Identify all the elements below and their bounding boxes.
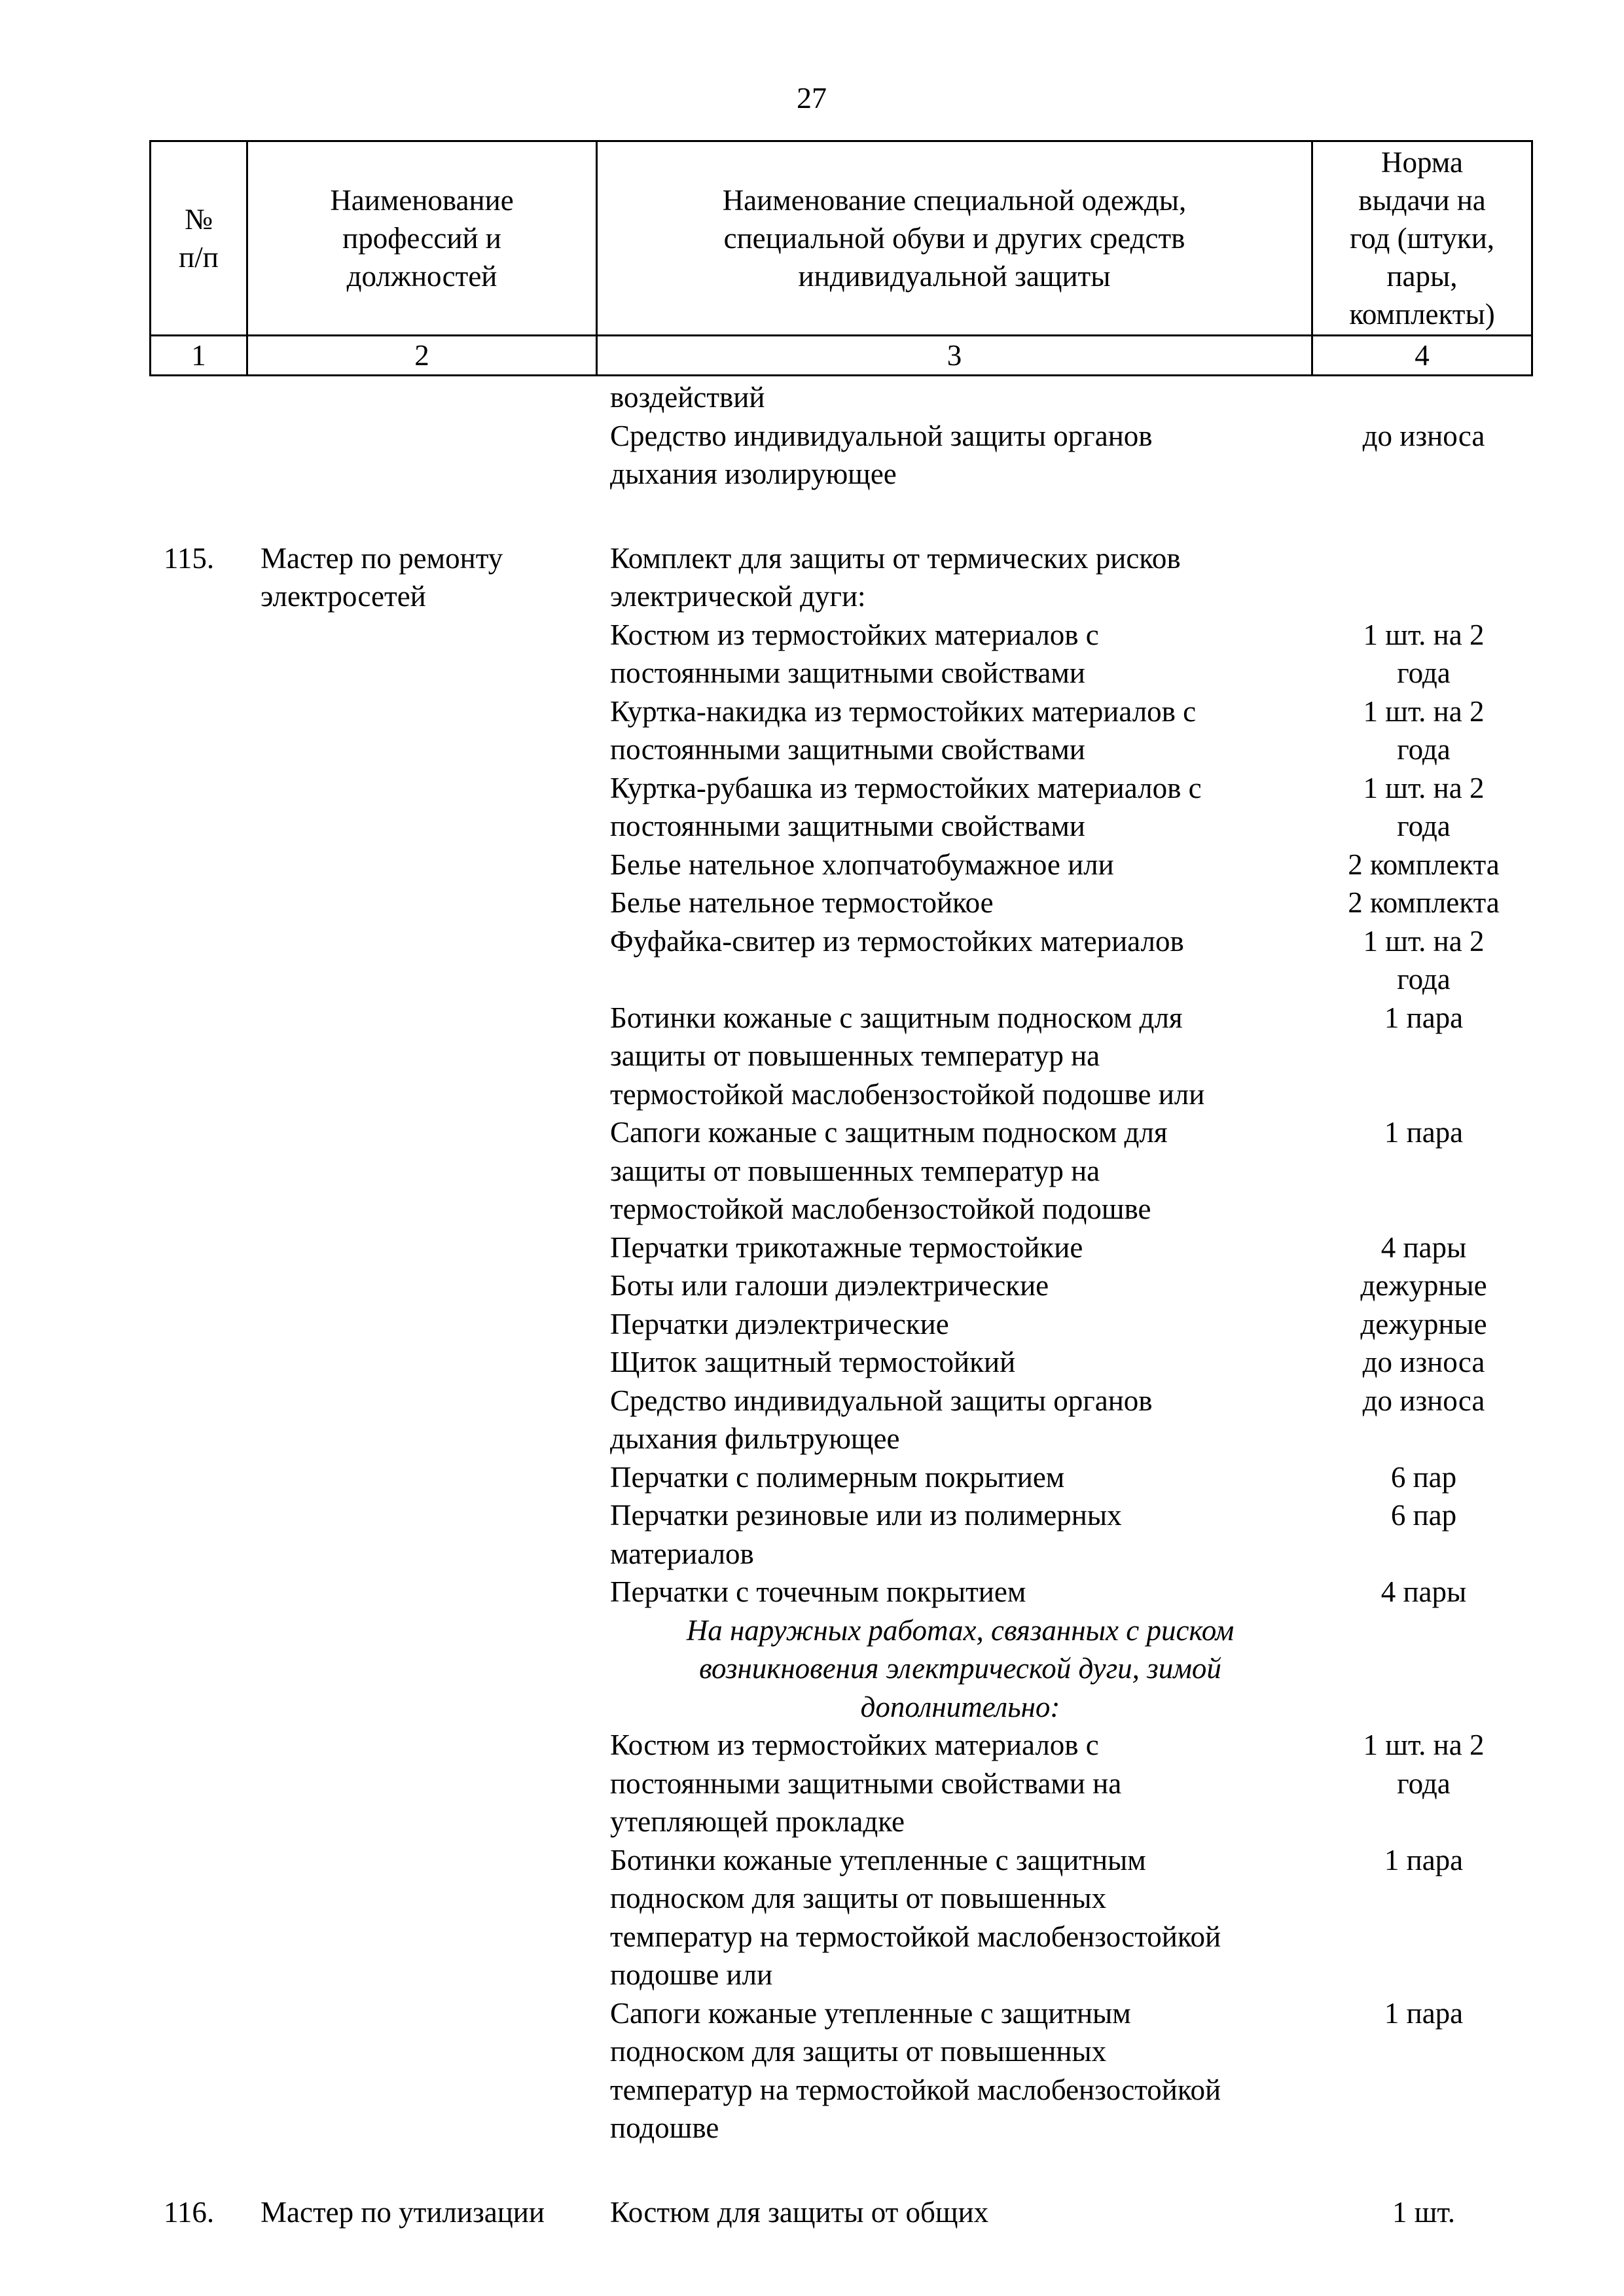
page-number: 27 [797, 81, 827, 115]
norm-value: 1 пара [1384, 1001, 1464, 1034]
item-row: Боты или галоши диэлектрические дежурные [0, 1266, 1624, 1305]
norm-value: 6 пар [1390, 1499, 1457, 1532]
item-row: воздействий [610, 381, 765, 414]
item-row: Сапоги кожаные с защитным подноском для защиты от повышенных температур на термостойкой маслобензостойкой подошве 1 пара [0, 1113, 1624, 1229]
norm-value: 4 пары [1380, 1230, 1467, 1264]
item-row: Перчатки с полимерным покрытием 6 пар [0, 1458, 1624, 1497]
norm-value: 6 пар [1390, 1460, 1457, 1494]
profession-name: Мастер по утилизации [261, 2195, 545, 2229]
norm-value: 1 пара [1384, 1843, 1464, 1876]
norm-value: 1 пара [1384, 1996, 1464, 2030]
norm-value: 2 комплекта [1348, 848, 1500, 881]
column-number-2: 2 [247, 336, 597, 376]
column-number-4: 4 [1312, 336, 1532, 376]
item-row: Перчатки резиновые или из полимерных материалов 6 пар [0, 1496, 1624, 1573]
table-body [0, 378, 1624, 2231]
norm-value: 1 шт. на 2 года [1363, 618, 1485, 689]
norm-value: 1 пара [1384, 1116, 1464, 1149]
item-row: Средство индивидуальной защиты органов дыхания изолирующее до износа [0, 417, 1624, 493]
item-row: Костюм из термостойких материалов с постоянными защитными свойствами на утепляющей прокладке 1 шт. на 2 года [0, 1726, 1624, 1841]
item-row: Куртка-накидка из термостойких материалов с постоянными защитными свойствами 1 шт. на 2 года [0, 692, 1624, 769]
item-row: Куртка-рубашка из термостойких материалов с постоянными защитными свойствами 1 шт. на 2 года [0, 769, 1624, 846]
item-row: Костюм из термостойких материалов с постоянными защитными свойствами 1 шт. на 2 года [0, 616, 1624, 692]
item-row: Средство индивидуальной защиты органов дыхания фильтрующее до износа [0, 1382, 1624, 1458]
item-row: Фуфайка-свитер из термостойких материалов 1 шт. на 2 года [0, 922, 1624, 999]
norm-value: 1 шт. на 2 года [1363, 771, 1485, 842]
norm-value: до износа [1362, 1384, 1485, 1417]
norm-value: 4 пары [1380, 1575, 1467, 1608]
header-col-number: № п/п [151, 141, 247, 336]
norm-value: до износа [1362, 419, 1485, 452]
item-row: Сапоги кожаные утепленные с защитным подноском для защиты от повышенных температур на термостойкой маслобензостойкой подошве 1 пара [0, 1994, 1624, 2147]
entry-number: 116. [164, 2195, 215, 2229]
norm-value: 1 шт. на 2 года [1363, 1729, 1485, 1800]
header-col-norm: Норма выдачи на год (штуки, пары, комплекты) [1312, 141, 1532, 336]
header-col-equipment: Наименование специальной одежды, специальной обуви и других средств индивидуальной защиты [597, 141, 1312, 336]
item-row: Белье нательное термостойкое 2 комплекта [0, 884, 1624, 922]
item-row: Перчатки трикотажные термостойкие 4 пары [0, 1229, 1624, 1267]
item-row: Перчатки с точечным покрытием 4 пары [0, 1573, 1624, 1611]
entry-116: 116. Мастер по утилизации Костюм для защиты от общих 1 шт. [0, 2193, 1624, 2232]
item-row: Щиток защитный термостойкий до износа [0, 1343, 1624, 1382]
norm-value: 1 шт. [1392, 2195, 1455, 2229]
item-row: Белье нательное хлопчатобумажное или 2 комплекта [0, 846, 1624, 884]
norm-value: 1 шт. на 2 года [1363, 924, 1485, 996]
norm-value: 1 шт. на 2 года [1363, 694, 1485, 766]
item-row: Перчатки диэлектрические дежурные [0, 1305, 1624, 1344]
winter-note: На наружных работах, связанных с риском возникновения электрической дуги, зимой дополнительно: [686, 1613, 1235, 1723]
profession-name: Мастер по ремонту электросетей [261, 541, 503, 613]
norm-value: до износа [1362, 1346, 1485, 1378]
item-row: Ботинки кожаные с защитным подноском для защиты от повышенных температур на термостойкой маслобензостойкой подошве или 1 пара [0, 999, 1624, 1114]
column-number-3: 3 [597, 336, 1312, 376]
table-header [149, 140, 1533, 376]
column-number-1: 1 [151, 336, 247, 376]
norm-value: дежурные [1360, 1269, 1487, 1302]
header-col-profession: Наименование профессий и должностей [247, 141, 597, 336]
norm-value: 2 комплекта [1348, 886, 1500, 919]
norm-value: дежурные [1360, 1307, 1487, 1340]
entry-115: 115. Мастер по ремонту электросетей Комплект для защиты от термических рисков электрической дуги: [0, 539, 1624, 616]
entry-number: 115. [164, 541, 215, 575]
item-row: Ботинки кожаные утепленные с защитным подноском для защиты от повышенных температур на термостойкой маслобензостойкой подошве или 1 пара [0, 1841, 1624, 1994]
